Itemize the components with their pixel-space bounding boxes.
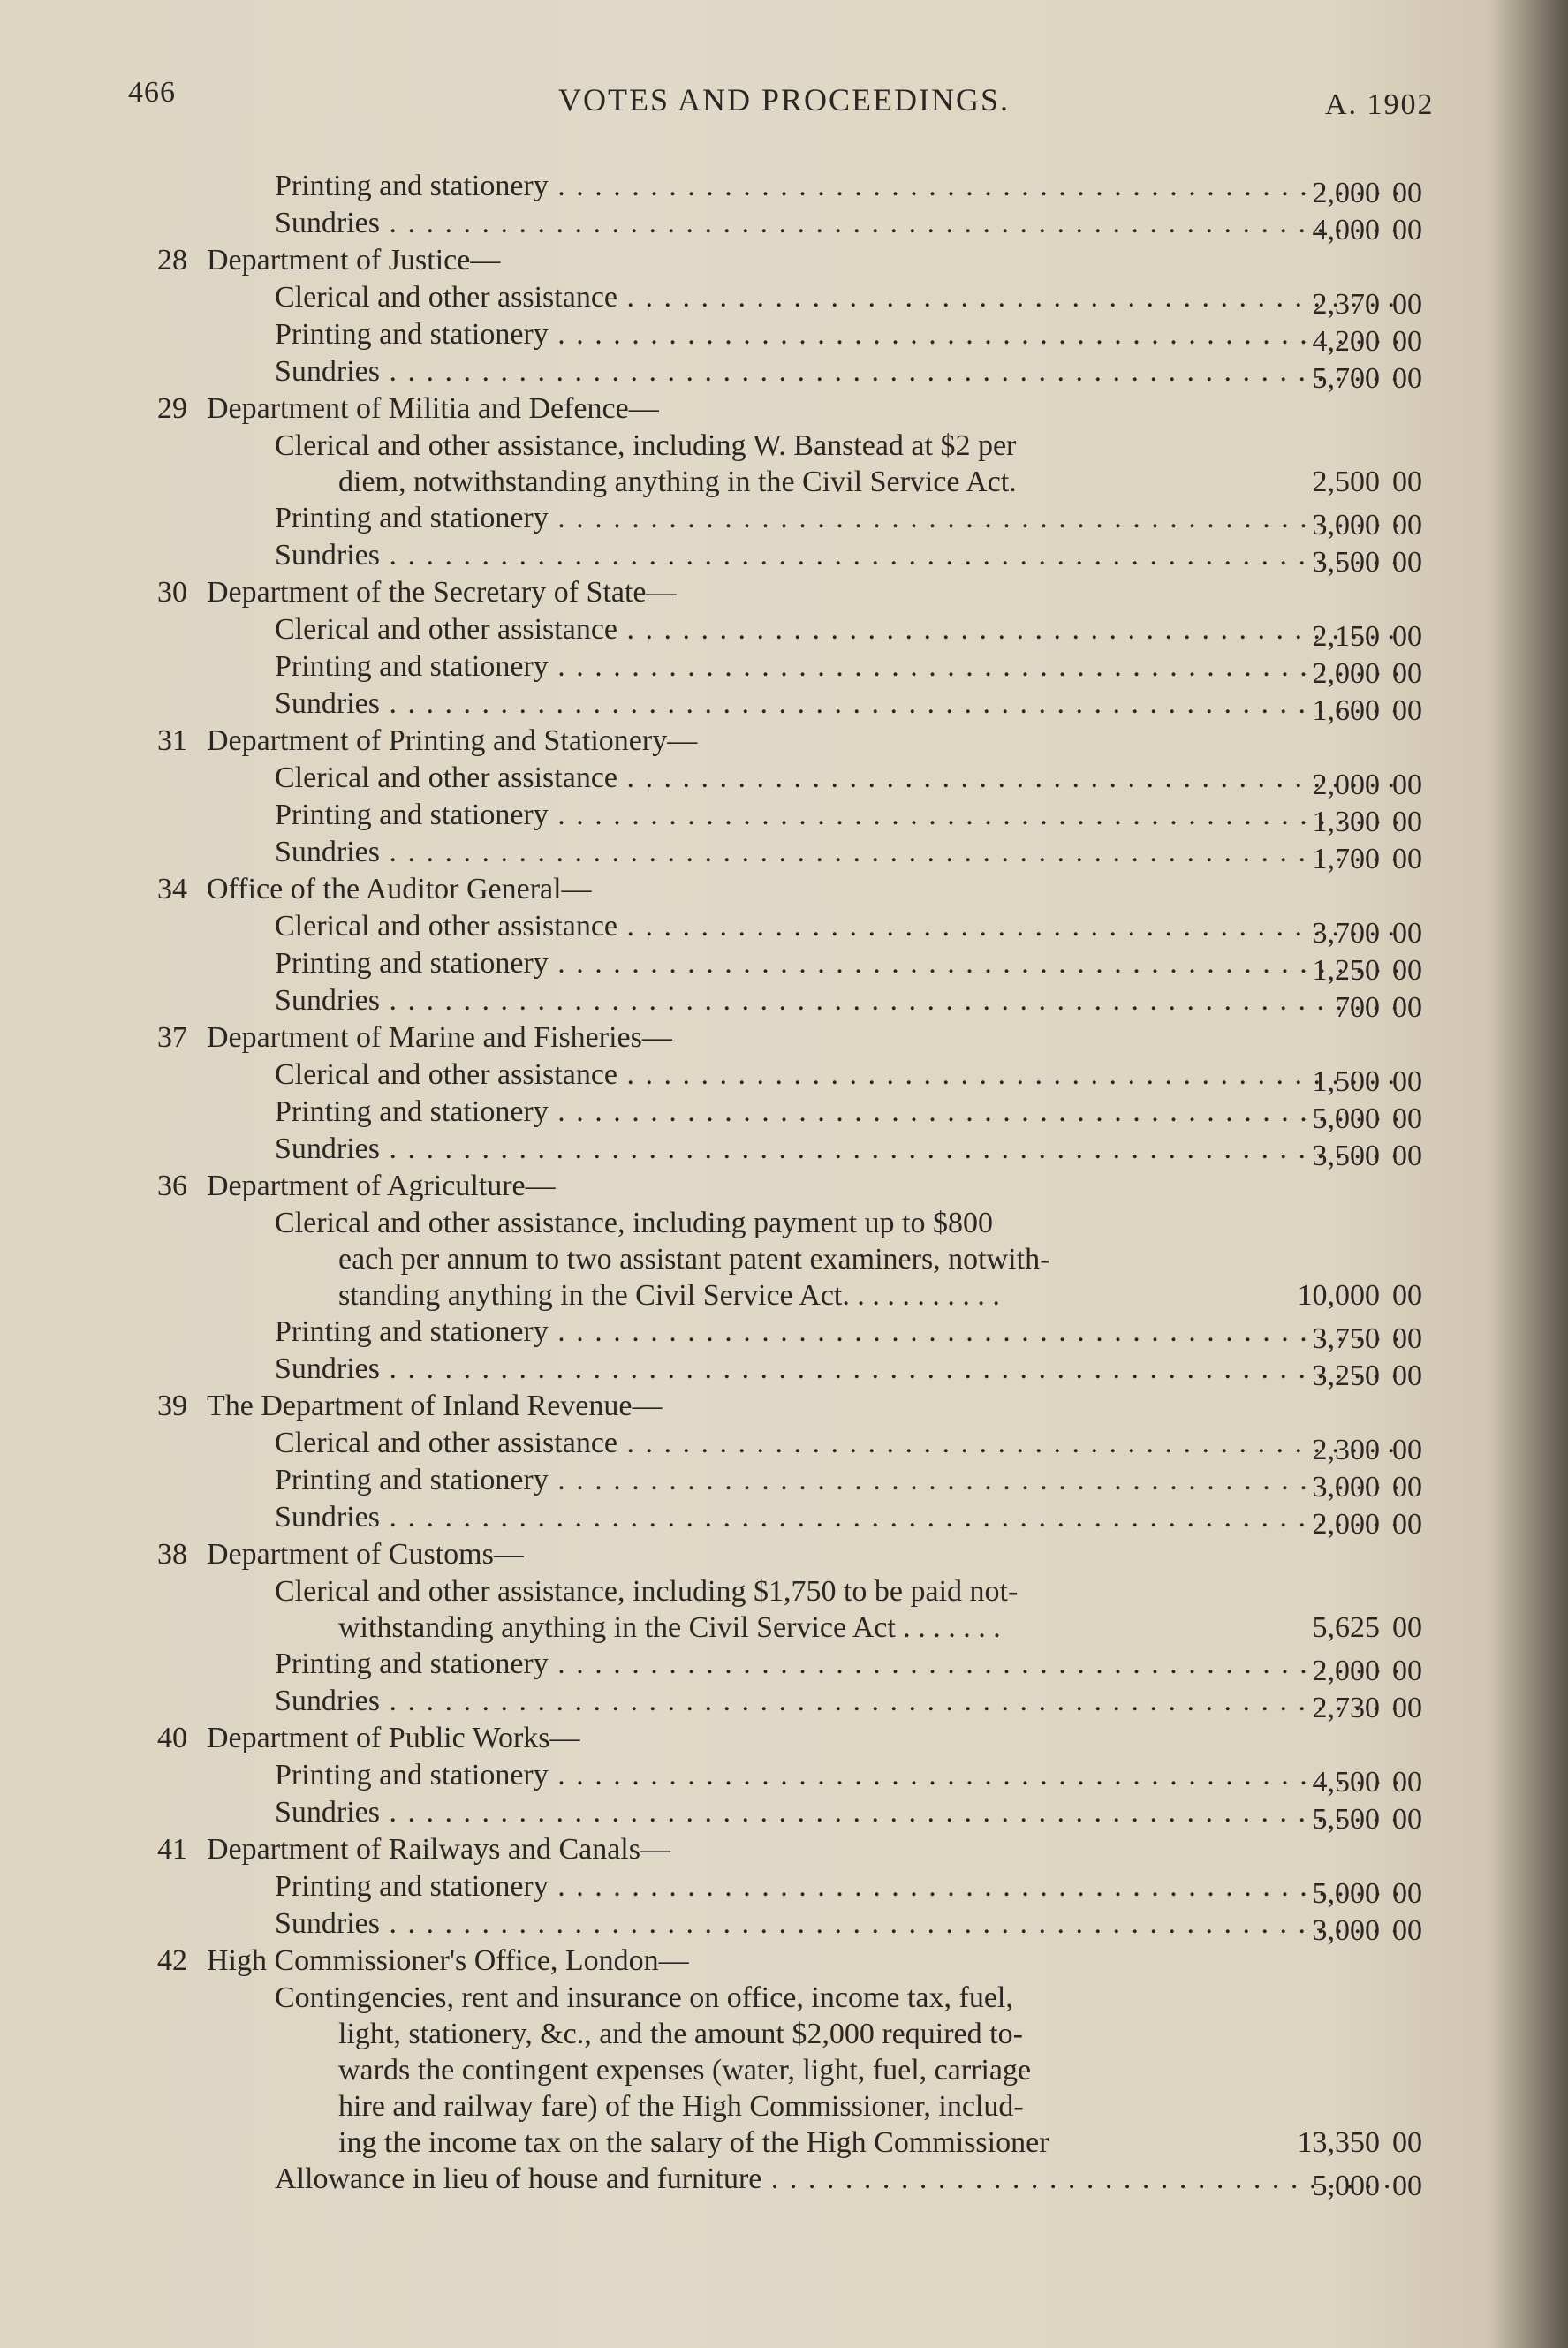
item-label: Sundries . . . — [275, 1905, 1401, 1943]
item-label: Printing and stationery . . . — [275, 1757, 1401, 1794]
department-number: 30 — [157, 576, 187, 609]
item-label: Printing and stationery . . . — [275, 500, 1401, 537]
amount-dollars: 5,500 — [1312, 1803, 1380, 1836]
item-label: Clerical and other assistance . . . — [275, 611, 1401, 648]
amount-dollars: 1,700 — [1312, 843, 1380, 875]
amount-cents: 00 — [1392, 1611, 1422, 1644]
estimate-item — [157, 1057, 1447, 1098]
description-line: each per annum to two assistant patent examiners, notwith- — [338, 1243, 1050, 1276]
description-line: diem, notwithstanding anything in the Civil Service Act. — [338, 466, 1017, 498]
estimate-item — [157, 611, 1447, 653]
amount-cents: 00 — [1392, 2126, 1422, 2159]
item-label: Printing and stationery . . . — [275, 316, 1401, 353]
amount-dollars: 3,000 — [1312, 1471, 1380, 1503]
item-label: Sundries . . . — [275, 353, 1401, 390]
description-line: withstanding anything in the Civil Service Act . . . . . . . — [338, 1611, 1001, 1644]
amount-cents: 00 — [1392, 769, 1422, 801]
estimate-item — [157, 982, 1447, 1024]
estimate-item — [157, 760, 1447, 801]
estimate-item — [157, 1794, 1447, 1836]
amount-dollars: 2,370 — [1312, 288, 1380, 321]
amount-cents: 00 — [1392, 991, 1422, 1024]
amount-cents: 00 — [1392, 509, 1422, 542]
item-label: Clerical and other assistance . . . — [275, 908, 1401, 945]
amount-cents: 00 — [1392, 806, 1422, 838]
amount-cents: 00 — [1392, 325, 1422, 358]
amount-cents: 00 — [1392, 1140, 1422, 1172]
amount-dollars: 3,500 — [1312, 1140, 1380, 1172]
amount-cents: 00 — [1392, 1655, 1422, 1687]
item-description — [275, 1980, 1361, 2161]
item-amount — [1256, 464, 1433, 500]
item-label: Sundries . . . — [275, 1683, 1401, 1720]
amount-cents: 00 — [1392, 843, 1422, 875]
description-line: Clerical and other assistance, including W. Banstead at $2 per — [275, 429, 1017, 462]
item-label: Sundries . . . — [275, 1131, 1401, 1168]
estimate-item — [157, 205, 1447, 246]
item-description — [275, 428, 1361, 500]
department-title: High Commissioner's Office, London— — [207, 1944, 689, 1977]
estimate-item — [157, 279, 1447, 321]
amount-cents: 00 — [1392, 954, 1422, 987]
amount-dollars: 1,250 — [1312, 954, 1380, 987]
amount-dollars: 3,500 — [1312, 546, 1380, 579]
amount-dollars: 4,500 — [1312, 1766, 1380, 1799]
description-line: Clerical and other assistance, including payment up to $800 — [275, 1207, 993, 1239]
amount-dollars: 3,700 — [1312, 917, 1380, 950]
department-heading — [157, 1168, 1447, 1205]
department-title: Department of Marine and Fisheries— — [207, 1021, 672, 1054]
amount-cents: 00 — [1392, 1508, 1422, 1541]
department-number: 39 — [157, 1390, 187, 1422]
amount-cents: 00 — [1392, 362, 1422, 395]
amount-dollars: 2,730 — [1312, 1692, 1380, 1724]
item-label: Sundries . . . — [275, 1794, 1401, 1831]
amount-cents: 00 — [1392, 466, 1422, 498]
amount-dollars: 4,000 — [1312, 214, 1380, 246]
amount-cents: 00 — [1392, 288, 1422, 321]
estimate-item — [157, 1868, 1447, 1910]
estimate-item-multiline — [157, 1980, 1447, 2161]
department-heading — [157, 1943, 1447, 1980]
department-number: 38 — [157, 1538, 187, 1571]
description-line: Clerical and other assistance, including $1,750 to be paid not- — [275, 1575, 1019, 1608]
amount-cents: 00 — [1392, 1065, 1422, 1098]
amount-dollars: 1,300 — [1312, 806, 1380, 838]
department-heading — [157, 1536, 1447, 1573]
item-label: Sundries . . . — [275, 1499, 1401, 1536]
department-title: The Department of Inland Revenue— — [207, 1390, 663, 1422]
item-label: Allowance in lieu of house and furniture . . . — [275, 2161, 1401, 2198]
estimate-item — [157, 1499, 1447, 1541]
description-line: wards the contingent expenses (water, light, fuel, carriage — [338, 2054, 1032, 2087]
description-line: light, stationery, &c., and the amount $2,000 required to- — [338, 2018, 1023, 2050]
amount-cents: 00 — [1392, 1102, 1422, 1135]
estimate-item — [157, 500, 1447, 542]
department-heading — [157, 390, 1447, 428]
item-label: Sundries . . . — [275, 834, 1401, 871]
department-number: 29 — [157, 392, 187, 425]
department-heading — [157, 1720, 1447, 1757]
department-heading — [157, 871, 1447, 908]
item-label: Clerical and other assistance . . . — [275, 1425, 1401, 1462]
item-label: Printing and stationery . . . — [275, 1314, 1401, 1351]
amount-dollars: 3,250 — [1312, 1360, 1380, 1392]
item-label: Sundries . . . — [275, 685, 1401, 723]
amount-dollars: 2,150 — [1312, 620, 1380, 653]
item-description — [275, 1205, 1361, 1314]
department-heading — [157, 574, 1447, 611]
item-amount — [1256, 1610, 1433, 1646]
estimate-item — [157, 1351, 1447, 1392]
item-description — [275, 1573, 1361, 1646]
running-title: VOTES AND PROCEEDINGS. — [557, 82, 1011, 117]
estimate-item — [157, 1314, 1447, 1355]
item-label: Clerical and other assistance . . . — [275, 1057, 1401, 1094]
amount-dollars: 3,000 — [1312, 1914, 1380, 1947]
amount-cents: 00 — [1392, 1360, 1422, 1392]
amount-dollars: 5,000 — [1312, 1877, 1380, 1910]
amount-cents: 00 — [1392, 177, 1422, 209]
amount-cents: 00 — [1392, 1322, 1422, 1355]
item-label: Printing and stationery . . . — [275, 648, 1401, 685]
department-number: 28 — [157, 244, 187, 276]
item-label: Printing and stationery . . . — [275, 945, 1401, 982]
amount-cents: 00 — [1392, 1471, 1422, 1503]
amount-dollars: 2,000 — [1312, 769, 1380, 801]
estimate-item — [157, 648, 1447, 690]
department-heading — [157, 723, 1447, 760]
estimate-item-multiline — [157, 428, 1447, 500]
description-line: Contingencies, rent and insurance on office, income tax, fuel, — [275, 1981, 1013, 2014]
amount-dollars: 3,000 — [1312, 509, 1380, 542]
amount-dollars: 5,000 — [1312, 2170, 1380, 2202]
department-heading — [157, 1019, 1447, 1057]
amount-dollars: 10,000 — [1297, 1279, 1380, 1312]
item-label: Printing and stationery . . . — [275, 1462, 1401, 1499]
estimate-item-multiline — [157, 1573, 1447, 1646]
estimate-item — [157, 537, 1447, 579]
amount-cents: 00 — [1392, 1877, 1422, 1910]
item-label: Sundries . . . — [275, 205, 1401, 242]
estimate-item — [157, 908, 1447, 950]
estimates-list — [157, 168, 1447, 2202]
amount-cents: 00 — [1392, 1766, 1422, 1799]
amount-cents: 00 — [1392, 917, 1422, 950]
session-year: A. 1902 — [1325, 88, 1435, 121]
department-heading — [157, 242, 1447, 279]
estimate-item — [157, 316, 1447, 358]
amount-dollars: 700 — [1335, 991, 1380, 1024]
item-label: Printing and stationery . . . — [275, 1646, 1401, 1683]
department-number: 42 — [157, 1944, 187, 1977]
department-number: 36 — [157, 1170, 187, 1202]
amount-cents: 00 — [1392, 620, 1422, 653]
department-heading — [157, 1831, 1447, 1868]
estimate-item — [157, 1683, 1447, 1724]
department-title: Office of the Auditor General— — [207, 873, 592, 905]
item-amount — [1256, 2125, 1433, 2161]
description-line: hire and railway fare) of the High Commissioner, includ- — [338, 2090, 1024, 2123]
department-title: Department of Public Works— — [207, 1722, 580, 1754]
amount-dollars: 1,600 — [1312, 694, 1380, 727]
amount-dollars: 2,000 — [1312, 177, 1380, 209]
amount-dollars: 4,200 — [1312, 325, 1380, 358]
amount-dollars: 2,300 — [1312, 1434, 1380, 1466]
item-label: Printing and stationery . . . — [275, 168, 1401, 205]
amount-dollars: 5,700 — [1312, 362, 1380, 395]
estimate-item — [157, 1131, 1447, 1172]
estimate-item — [157, 1757, 1447, 1799]
amount-dollars: 5,625 — [1312, 1611, 1380, 1644]
item-label: Printing and stationery . . . — [275, 1868, 1401, 1905]
amount-cents: 00 — [1392, 214, 1422, 246]
estimate-item-multiline — [157, 1205, 1447, 1314]
amount-dollars: 2,000 — [1312, 1508, 1380, 1541]
estimate-item — [157, 1425, 1447, 1466]
item-amount — [1256, 2168, 1433, 2205]
estimate-item — [157, 1646, 1447, 1687]
department-heading — [157, 1388, 1447, 1425]
department-title: Department of Militia and Defence— — [207, 392, 659, 425]
estimate-item — [157, 945, 1447, 987]
estimate-item — [157, 685, 1447, 727]
amount-dollars: 1,500 — [1312, 1065, 1380, 1098]
estimate-item — [157, 1905, 1447, 1947]
amount-cents: 00 — [1392, 2170, 1422, 2202]
item-label: Sundries . . . — [275, 537, 1401, 574]
department-number: 31 — [157, 724, 187, 757]
amount-cents: 00 — [1392, 1434, 1422, 1466]
amount-dollars: 13,350 — [1297, 2126, 1380, 2159]
amount-cents: 00 — [1392, 657, 1422, 690]
item-label: Sundries . . . — [275, 982, 1401, 1019]
amount-dollars: 2,000 — [1312, 1655, 1380, 1687]
estimate-item — [157, 1094, 1447, 1135]
amount-cents: 00 — [1392, 1279, 1422, 1312]
item-label: Clerical and other assistance . . . — [275, 760, 1401, 797]
item-label: Clerical and other assistance . . . — [275, 279, 1401, 316]
amount-cents: 00 — [1392, 1692, 1422, 1724]
item-label: Printing and stationery . . . — [275, 797, 1401, 834]
amount-dollars: 2,500 — [1312, 466, 1380, 498]
department-title: Department of Railways and Canals— — [207, 1833, 670, 1866]
amount-cents: 00 — [1392, 1803, 1422, 1836]
amount-dollars: 5,000 — [1312, 1102, 1380, 1135]
estimate-item — [157, 1462, 1447, 1503]
estimate-item — [157, 834, 1447, 875]
estimate-item — [157, 168, 1447, 209]
description-line: ing the income tax on the salary of the High Commissioner — [338, 2126, 1049, 2159]
department-title: Department of Agriculture— — [207, 1170, 556, 1202]
estimate-item — [157, 797, 1447, 838]
department-title: Department of Printing and Stationery— — [207, 724, 698, 757]
department-title: Department of the Secretary of State— — [207, 576, 677, 609]
department-number: 37 — [157, 1021, 187, 1054]
amount-dollars: 3,750 — [1312, 1322, 1380, 1355]
department-number: 41 — [157, 1833, 187, 1866]
amount-cents: 00 — [1392, 546, 1422, 579]
department-number: 34 — [157, 873, 187, 905]
item-label: Sundries . . . — [275, 1351, 1401, 1388]
department-title: Department of Customs— — [207, 1538, 524, 1571]
item-amount — [1256, 1277, 1433, 1314]
page-number: 466 — [128, 76, 176, 109]
amount-dollars: 2,000 — [1312, 657, 1380, 690]
description-line: standing anything in the Civil Service Act. . . . . . . . . . . — [338, 1279, 1000, 1312]
department-title: Department of Justice— — [207, 244, 501, 276]
estimate-item — [157, 353, 1447, 395]
department-number: 40 — [157, 1722, 187, 1754]
estimate-item — [157, 2161, 1447, 2202]
amount-cents: 00 — [1392, 694, 1422, 727]
item-label: Printing and stationery . . . — [275, 1094, 1401, 1131]
amount-cents: 00 — [1392, 1914, 1422, 1947]
